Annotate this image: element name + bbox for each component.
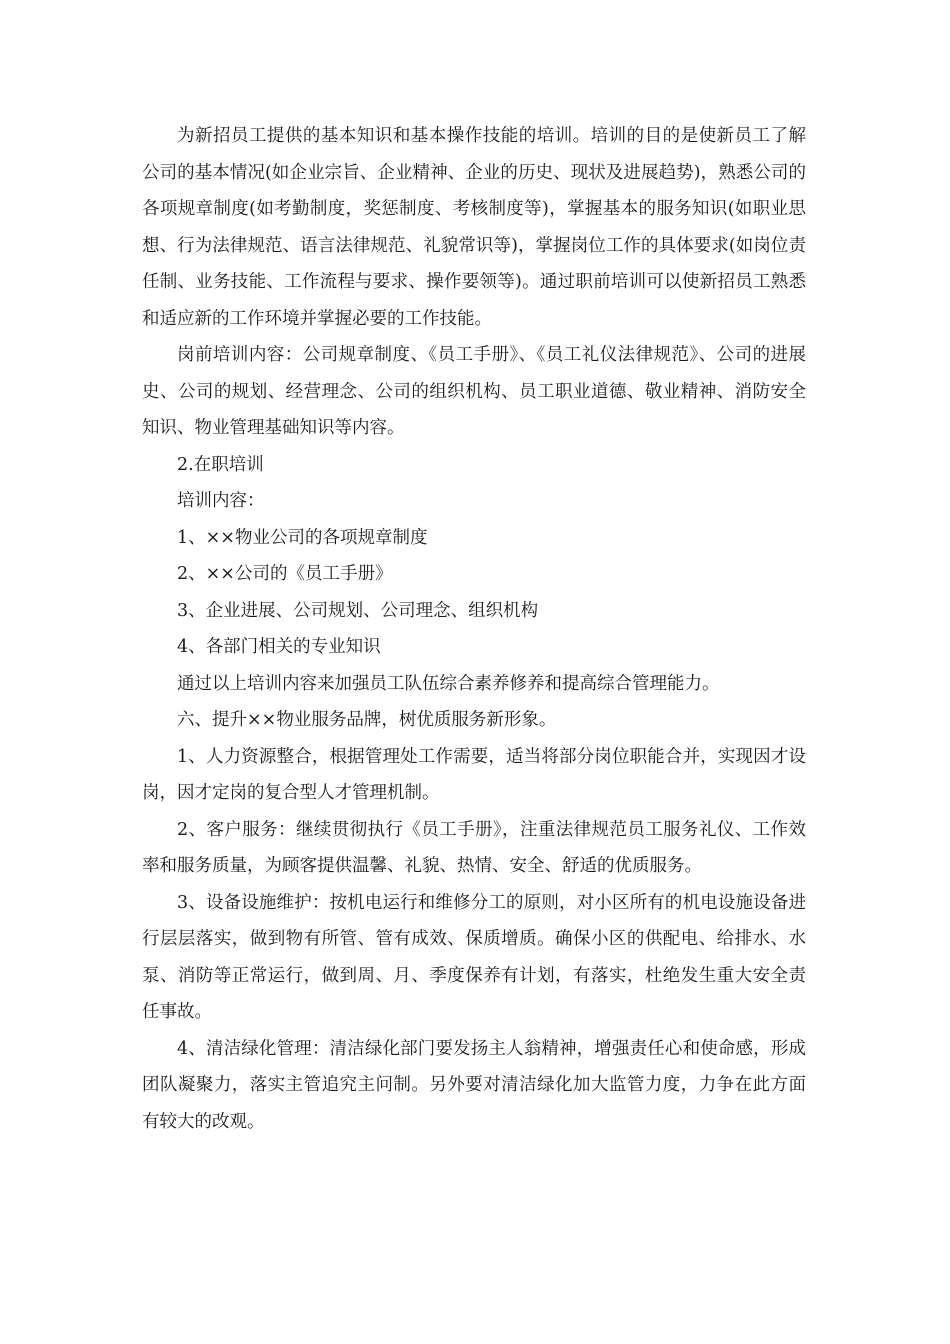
- paragraph-hr-integration: 1、人力资源整合，根据管理处工作需要，适当将部分岗位职能合并，实现因才设岗，因才定岗的复合型人才管理机制。: [142, 746, 806, 803]
- list-item: 3、企业进展、公司规划、公司理念、组织机构: [177, 600, 539, 621]
- paragraph-pre-job-content: 岗前培训内容：公司规章制度、《员工手册》、《员工礼仪法律规范》、公司的进展史、公司的规划、经营理念、公司的组织机构、员工职业道德、敬业精神、消防安全知识、物业管理基础知识等内容。: [142, 345, 806, 438]
- paragraph-cleaning-greening: 4、清洁绿化管理：清洁绿化部门要发扬主人翁精神，增强责任心和使命感，形成团队凝聚力，落实主管追究主问制。另外要对清洁绿化加大监管力度，力争在此方面有较大的改观。: [142, 1038, 806, 1132]
- paragraph-facility-maintenance: 3、设备设施维护：按机电运行和维修分工的原则，对小区所有的机电设施设备进行层层落实，做到物有所管、管有成效、保质增质。确保小区的供配电、给排水、水泵、消防等正常运行，做到周、月、季度保养有计划，有落实，杜绝发生重大安全责任事故。: [142, 892, 806, 1022]
- paragraph-pre-job-training: 为新招员工提供的基本知识和基本操作技能的培训。培训的目的是使新员工了解公司的基本情况(如企业宗旨、企业精神、企业的历史、现状及进展趋势)，熟悉公司的各项规章制度(如考勤制度，奖惩制度、考核制度等)，掌握基本的服务知识(如职业思想、行为法律规范、语言法律规范、礼貌常识等)，掌握岗位工作的具体要求(如岗位责任制、业务技能、工作流程与要求、操作要领等)。通过职前培训可以使新招员工熟悉和适应新的工作环境并掌握必要的工作技能。: [142, 126, 806, 329]
- paragraph-summary: 通过以上培训内容来加强员工队伍综合素养修养和提高综合管理能力。: [177, 673, 720, 694]
- list-item: 1、××物业公司的各项规章制度: [177, 527, 428, 548]
- document-body: [142, 118, 806, 1140]
- label-training-content: 培训内容：: [177, 491, 265, 511]
- paragraph-customer-service: 2、客户服务：继续贯彻执行《员工手册》，注重法律规范员工服务礼仪、工作效率和服务质量，为顾客提供温馨、礼貌、热情、安全、舒适的优质服务。: [142, 819, 806, 876]
- heading-on-job-training: 2.在职培训: [177, 454, 264, 475]
- heading-section-six: 六、提升××物业服务品牌，树优质服务新形象。: [177, 710, 557, 730]
- list-item: 4、各部门相关的专业知识: [177, 637, 381, 657]
- list-item: 2、××公司的《员工手册》: [177, 564, 393, 584]
